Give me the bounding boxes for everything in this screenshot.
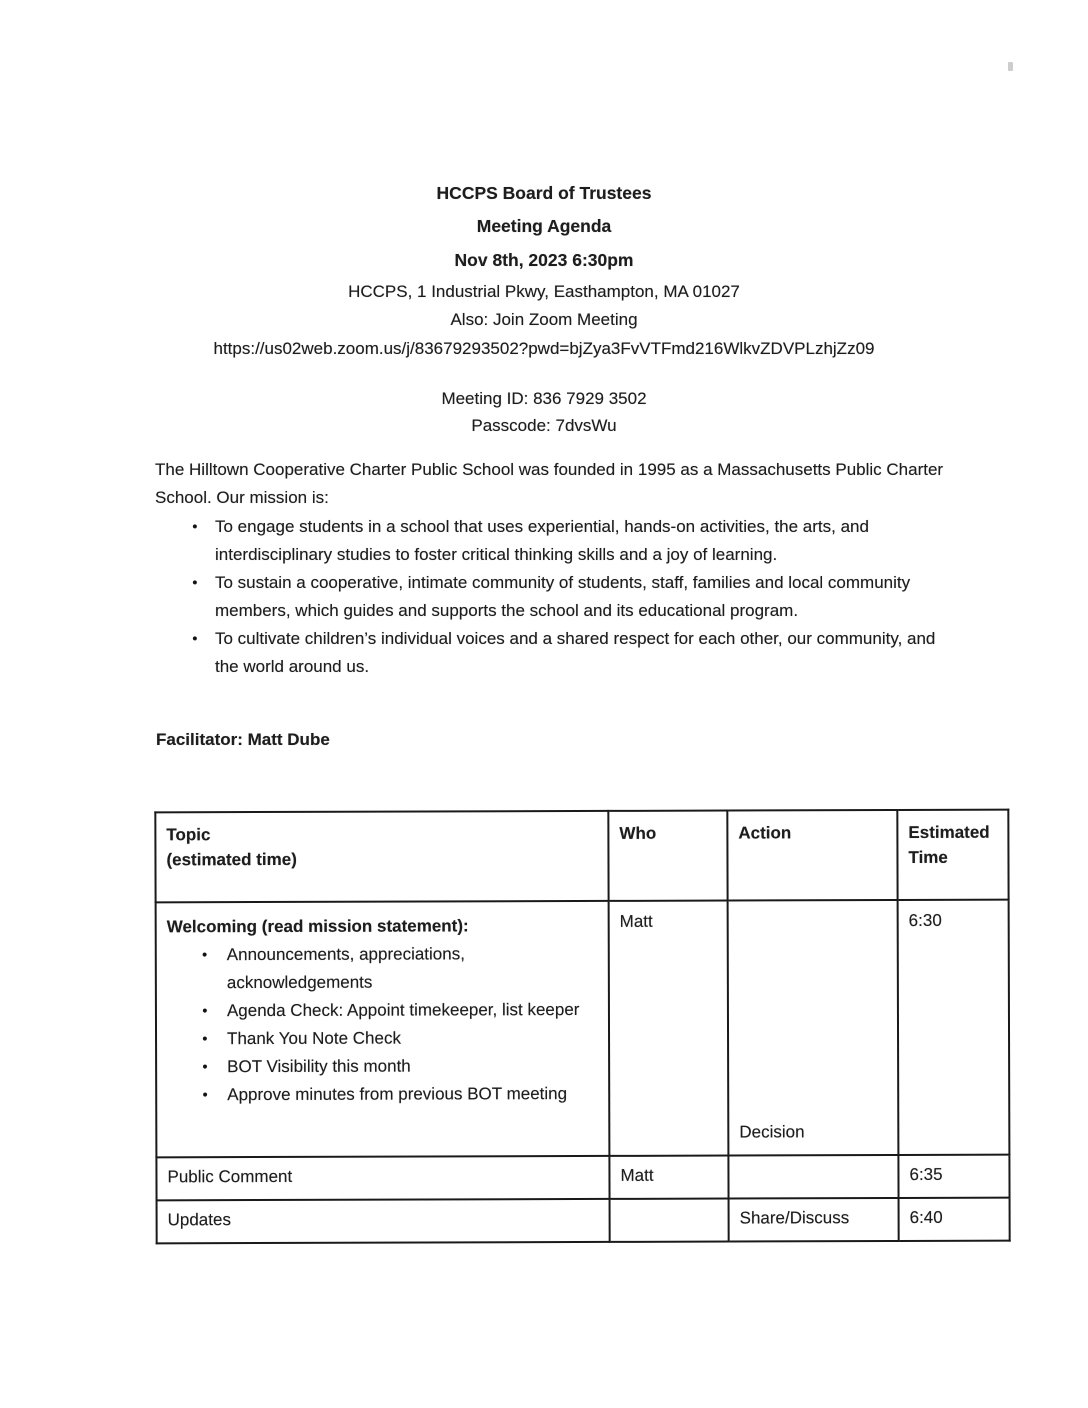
time-cell: 6:30 — [898, 900, 1010, 1155]
meeting-location: HCCPS, 1 Industrial Pkwy, Easthampton, MA 01027 — [348, 281, 740, 301]
mission-bullet-text: To cultivate children’s individual voices and a shared respect for each other, our community, and the world around us. — [215, 629, 936, 677]
topic-title: Welcoming (read mission statement): — [166, 916, 469, 937]
action-cell — [728, 900, 899, 1156]
action-cell: Share/Discuss — [729, 1198, 899, 1242]
meeting-id: Meeting ID: 836 7929 3502 — [441, 388, 647, 408]
topic-cell — [156, 901, 610, 1157]
zoom-url: https://us02web.zoom.us/j/83679293502?pwd=bjZya3FvVTFmd216WlkvZDVPLzhjZz09 — [213, 339, 875, 359]
mission-intro: The Hilltown Cooperative Charter Public School was founded in 1995 as a Massachusetts Public Charter School. Our mission is: — [155, 460, 944, 508]
col-header-action: Action — [727, 810, 897, 901]
who-cell — [610, 1199, 729, 1242]
doc-subtitle: Meeting Agenda — [476, 216, 612, 237]
mission-statement — [155, 456, 950, 681]
bullet-icon: ● — [202, 1061, 208, 1073]
bullet-icon: ● — [201, 949, 208, 961]
topic-cell: Public Comment — [156, 1156, 609, 1200]
facilitator-line: Facilitator: Matt Dube — [156, 730, 330, 749]
bullet-icon: ● — [202, 1089, 208, 1101]
bullet-icon: ● — [192, 633, 198, 645]
mission-bullet — [155, 513, 950, 569]
mission-bullet-text: To engage students in a school that uses experiential, hands-on activities, the arts, and interdisciplinary studies to foster critical thinking skills and a joy of learning. — [215, 517, 869, 565]
document-header — [0, 184, 1088, 435]
topic-bullet — [167, 996, 598, 1025]
mission-bullet — [155, 569, 950, 625]
agenda-table — [154, 809, 1010, 1245]
topic-bullet-text: Approve minutes from previous BOT meeting — [227, 1084, 568, 1105]
who-cell: Matt — [609, 1156, 728, 1199]
meeting-passcode: Passcode: 7dvsWu — [471, 415, 617, 435]
bullet-icon: ● — [192, 521, 198, 533]
bullet-icon: ● — [202, 1033, 208, 1045]
topic-bullet — [167, 940, 598, 997]
topic-bullet-text: BOT Visibility this month — [227, 1056, 411, 1077]
topic-bullet — [167, 1024, 598, 1053]
scan-artifact — [1008, 62, 1013, 71]
topic-bullet-text: Agenda Check: Appoint timekeeper, list keeper — [226, 1000, 580, 1021]
zoom-note: Also: Join Zoom Meeting — [450, 310, 638, 330]
topic-bullet-text: Announcements, appreciations, acknowledgements — [226, 944, 465, 993]
table-row — [157, 1198, 1010, 1244]
doc-title: HCCPS Board of Trustees — [436, 183, 652, 203]
action-cell — [728, 1155, 898, 1199]
action-text: Decision — [739, 1122, 805, 1142]
time-cell: 6:40 — [899, 1198, 1010, 1241]
col-header-topic — [155, 811, 608, 902]
col-header-topic-label: Topic — [166, 825, 211, 845]
mission-bullet-text: To sustain a cooperative, intimate community of students, staff, families and local community members, which guides and supports the school and its educational program. — [215, 573, 911, 621]
mission-bullet — [155, 625, 950, 681]
meeting-datetime: Nov 8th, 2023 6:30pm — [454, 249, 634, 270]
topic-cell: Updates — [157, 1199, 610, 1243]
col-header-who: Who — [608, 811, 727, 901]
agenda-table-container — [154, 809, 1010, 1245]
table-row — [156, 900, 1010, 1158]
bullet-icon: ● — [192, 577, 198, 589]
topic-bullet — [167, 1080, 598, 1109]
topic-bullet — [167, 1052, 598, 1081]
col-header-time: Estimated Time — [897, 810, 1008, 900]
bullet-icon: ● — [201, 1005, 208, 1017]
table-header-row — [155, 810, 1008, 903]
col-header-topic-sub: (estimated time) — [166, 849, 297, 869]
topic-bullet-text: Thank You Note Check — [227, 1028, 401, 1049]
table-row — [156, 1155, 1009, 1201]
time-cell: 6:35 — [898, 1155, 1009, 1198]
who-cell: Matt — [609, 901, 729, 1156]
